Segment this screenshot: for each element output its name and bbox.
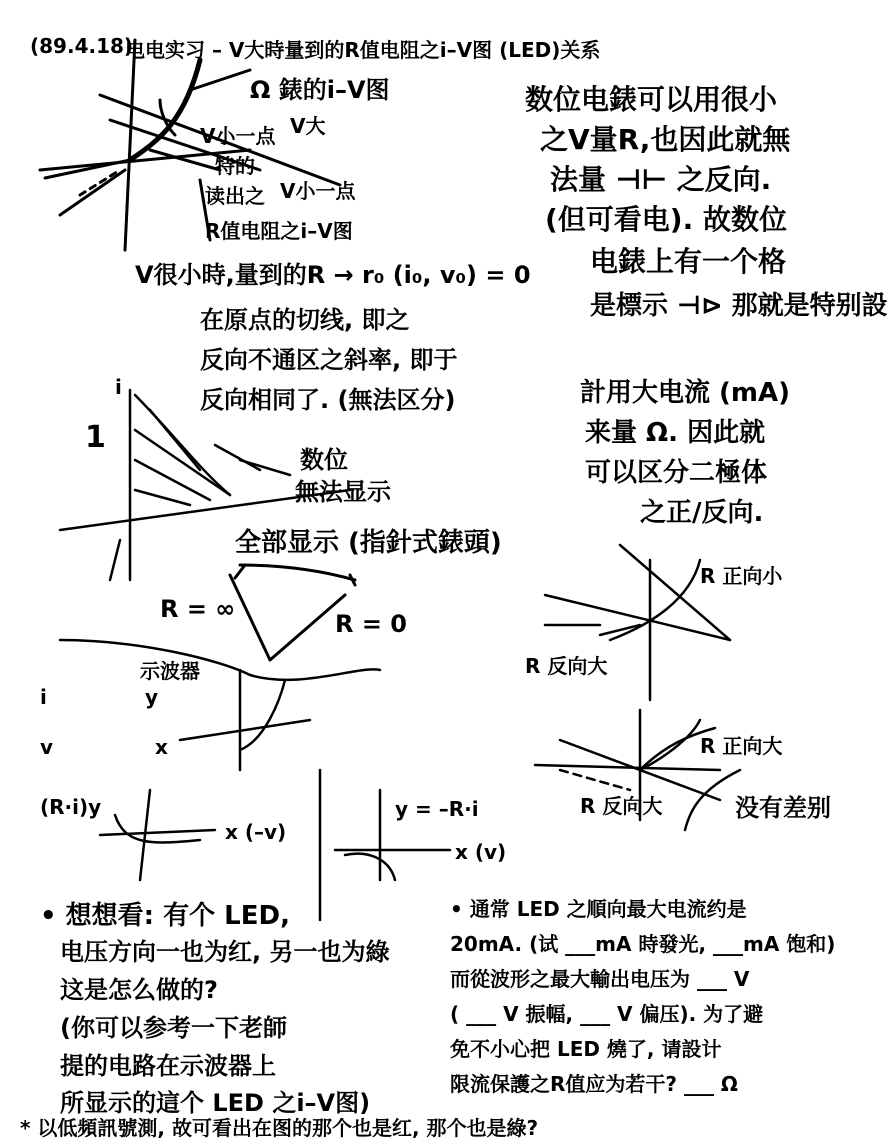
page-title: 电电实习 – V大時量到的R值电阻之i–V图 (LED)关系 bbox=[125, 38, 601, 62]
question-line-5: 提的电路在示波器上 bbox=[60, 1052, 276, 1080]
question-line-1: • 想想看: 有个 LED, bbox=[40, 901, 290, 931]
led-note-line-3: 而從波形之最大輸出电压为 ___ V bbox=[450, 967, 750, 991]
question-line-3: 这是怎么做的? bbox=[60, 976, 218, 1004]
oscilloscope-label: 示波器 bbox=[140, 659, 200, 683]
right-note-line-10: 之正/反向. bbox=[640, 498, 764, 528]
y-minus-ri-label: y = –R·i bbox=[395, 797, 479, 821]
r-curve-label: R值电阻之i–V图 bbox=[205, 219, 353, 243]
r-infinity-label: R = ∞ bbox=[160, 595, 236, 623]
led-note-line-1: • 通常 LED 之順向最大电流约是 bbox=[450, 897, 747, 921]
middle-note-line-3: 反向不通区之斜率, 即于 bbox=[200, 346, 458, 374]
v-small-point-label: V小一点 bbox=[280, 179, 356, 203]
footnote: * 以低頻訊號測, 故可看出在图的那个也是红, 那个也是綠? bbox=[20, 1116, 539, 1140]
r-zero-label: R = 0 bbox=[335, 610, 407, 638]
digital-label: 数位 bbox=[300, 446, 348, 474]
right-note-line-6: 是標示 ⊣⊳ 那就是特别設 bbox=[590, 291, 888, 321]
right-note-line-3: 法量 ⊣⊢ 之反向. bbox=[550, 163, 772, 196]
read-out-label: 特的 bbox=[215, 154, 255, 178]
r-forward-small-label: R 正向小 bbox=[700, 564, 783, 588]
lower-i-label: i bbox=[40, 685, 47, 709]
oscilloscope-sketch bbox=[60, 640, 450, 920]
v-large-point-label: V小一点 bbox=[200, 124, 276, 148]
lower-x-label: x bbox=[155, 735, 168, 759]
x-minus-v-label: x (–v) bbox=[225, 820, 287, 844]
axis-i-label: i bbox=[115, 375, 122, 399]
right-note-line-2: 之V量R,也因此就無 bbox=[540, 123, 791, 156]
meter-title: 全部显示 (指針式錶頭) bbox=[235, 528, 502, 558]
date-label: (89.4.18) bbox=[30, 34, 134, 58]
x-v-label: x (v) bbox=[455, 840, 507, 864]
lower-v-label: v bbox=[40, 735, 54, 759]
right-note-line-8: 来量 Ω. 因此就 bbox=[585, 418, 766, 448]
r-reverse-large-label: R 反向大 bbox=[525, 654, 608, 678]
right-note-line-7: 計用大电流 (mA) bbox=[580, 378, 791, 408]
right-note-line-5: 电錶上有一个格 bbox=[590, 245, 787, 278]
no-difference-label: 没有差别 bbox=[735, 794, 831, 822]
r-forward-large-label: R 正向大 bbox=[700, 734, 783, 758]
led-note-line-6: 限流保護之R值应为若干? ___ Ω bbox=[450, 1072, 738, 1096]
r-back-large-label: R 反向大 bbox=[580, 794, 663, 818]
v-large-label: V大 bbox=[290, 114, 326, 138]
right-note-line-9: 可以区分二極体 bbox=[585, 458, 768, 488]
no-display-label: 無法显示 bbox=[295, 478, 391, 506]
question-line-2: 电压方向一也为红, 另一也为綠 bbox=[60, 938, 390, 966]
middle-note-line-4: 反向相同了. (無法区分) bbox=[200, 386, 456, 414]
led-note-line-4: ( ___ V 振幅, ___ V 偏压). 为了避 bbox=[450, 1002, 764, 1026]
question-line-6: 所显示的這个 LED 之i–V图) bbox=[60, 1089, 371, 1117]
middle-note-line-2: 在原点的切线, 即之 bbox=[200, 306, 410, 334]
one-label: 1 bbox=[85, 420, 106, 455]
led-note-line-5: 免不小心把 LED 燒了, 请設计 bbox=[450, 1037, 722, 1061]
right-note-line-1: 数位电錶可以用很小 bbox=[525, 83, 778, 116]
question-line-4: (你可以参考一下老師 bbox=[60, 1014, 287, 1042]
led-note-line-2: 20mA. (试 ___mA 時發光, ___mA 饱和) bbox=[450, 932, 836, 956]
ohm-meter-curve-label: Ω 錶的i–V图 bbox=[250, 76, 390, 104]
ri-axis-label: (R·i)y bbox=[40, 795, 102, 819]
right-note-line-4: (但可看电). 故数位 bbox=[545, 203, 787, 236]
middle-note-line-1: V很小時,量到的R → r₀ (i₀, v₀) = 0 bbox=[135, 261, 531, 289]
lower-y-label: y bbox=[145, 685, 159, 709]
read-out-label-2: 读出之 bbox=[205, 184, 265, 208]
